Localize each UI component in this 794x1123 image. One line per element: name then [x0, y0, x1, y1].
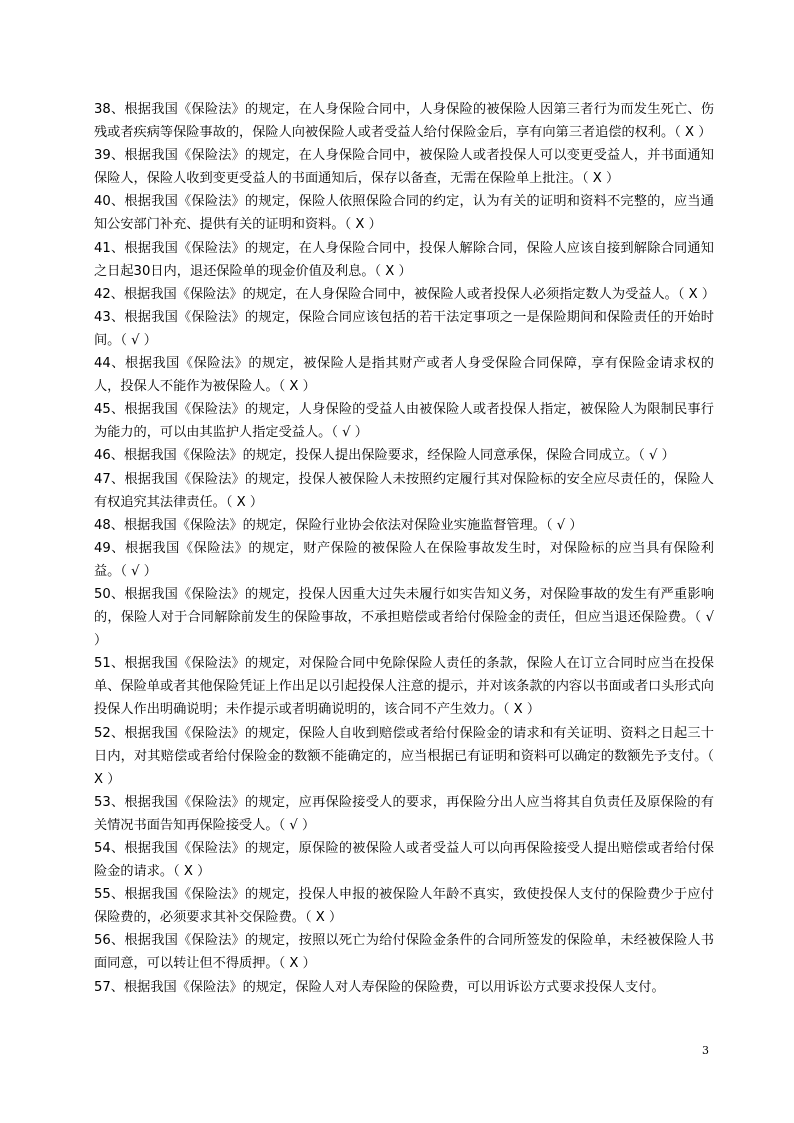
question-57: 57、根据我国《保险法》的规定，保险人对人寿保险的保险费，可以用诉讼方式要求投保人支付。 — [94, 979, 665, 995]
question-54: 54、根据我国《保险法》的规定，原保险的被保险人或者受益人可以向再保险接受人提出赔偿或者给付保险金的请求。（ X ） — [94, 841, 714, 880]
question-40: 40、根据我国《保险法》的规定，保险人依照保险合同的约定，认为有关的证明和资料不完整的，应当通知公安部门补充、提供有关的证明和资料。（ X ） — [94, 194, 714, 233]
question-47: 47、根据我国《保险法》的规定，投保人被保险人未按照约定履行其对保险标的安全应尽责任的，保险人有权追究其法律责任。（ X ） — [94, 471, 714, 510]
question-44: 44、根据我国《保险法》的规定，被保险人是指其财产或者人身受保险合同保障，享有保险金请求权的人，投保人不能作为被保险人。（ X ） — [94, 356, 714, 395]
question-56: 56、根据我国《保险法》的规定，按照以死亡为给付保险金条件的合同所签发的保险单，未经被保险人书面同意，可以转让但不得质押。（ X ） — [94, 933, 714, 972]
question-46: 46、根据我国《保险法》的规定，投保人提出保险要求，经保险人同意承保，保险合同成立。（ √ ） — [94, 448, 675, 464]
question-51: 51、根据我国《保险法》的规定，对保险合同中免除保险人责任的条款，保险人在订立合同时应当在投保单、保险单或者其他保险凭证上作出足以引起投保人注意的提示，并对该条款的内容以书面或者口头形式向投保人作出明确说明；未作提示或者明确说明的，该合同不产生效力。（ X ） — [94, 656, 714, 718]
question-39: 39、根据我国《保险法》的规定，在人身保险合同中，被保险人或者投保人可以变更受益人，并书面通知保险人，保险人收到变更受益人的书面通知后，保存以备查，无需在保险单上批注。（ X ） — [94, 148, 714, 187]
question-52: 52、根据我国《保险法》的规定，保险人自收到赔偿或者给付保险金的请求和有关证明、资料之日起三十日内，对其赔偿或者给付保险金的数额不能确定的，应当根据已有证明和资料可以确定的数额先予支付。（ X ） — [94, 725, 714, 787]
question-43: 43、根据我国《保险法》的规定，保险合同应该包括的若干法定事项之一是保险期间和保险责任的开始时间。（ √ ） — [94, 309, 714, 348]
question-42: 42、根据我国《保险法》的规定，在人身保险合同中，被保险人或者投保人必须指定数人为受益人。（ X ） — [94, 286, 716, 302]
question-55: 55、根据我国《保险法》的规定，投保人申报的被保险人年龄不真实，致使投保人支付的保险费少于应付保险费的，必须要求其补交保险费。（ X ） — [94, 887, 714, 926]
question-45: 45、根据我国《保险法》的规定，人身保险的受益人由被保险人或者投保人指定，被保险人为限制民事行为能力的，可以由其监护人指定受益人。（ √ ） — [94, 402, 714, 441]
question-list — [94, 98, 714, 999]
question-38: 38、根据我国《保险法》的规定，在人身保险合同中，人身保险的被保险人因第三者行为而发生死亡、伤残或者疾病等保险事故的，保险人向被保险人或者受益人给付保险金后，享有向第三者追偿的权利。（ X ） — [94, 102, 714, 141]
question-49: 49、根据我国《保险法》的规定，财产保险的被保险人在保险事故发生时，对保险标的应当具有保险利益。（ √ ） — [94, 540, 714, 579]
question-53: 53、根据我国《保险法》的规定，应再保险接受人的要求，再保险分出人应当将其自负责任及原保险的有关情况书面告知再保险接受人。（ √ ） — [94, 794, 714, 833]
question-41: 41、根据我国《保险法》的规定，在人身保险合同中，投保人解除合同，保险人应该自接到解除合同通知之日起30日内，退还保险单的现金价值及利息。（ X ） — [94, 240, 714, 279]
page-number: 3 — [702, 1044, 709, 1057]
question-50: 50、根据我国《保险法》的规定，投保人因重大过失未履行如实告知义务，对保险事故的发生有严重影响的，保险人对于合同解除前发生的保险事故，不承担赔偿或者给付保险金的责任，但应当退还保险费。（ √ ） — [94, 586, 714, 649]
question-48: 48、根据我国《保险法》的规定，保险行业协会依法对保险业实施监督管理。（ √ ） — [94, 517, 583, 533]
